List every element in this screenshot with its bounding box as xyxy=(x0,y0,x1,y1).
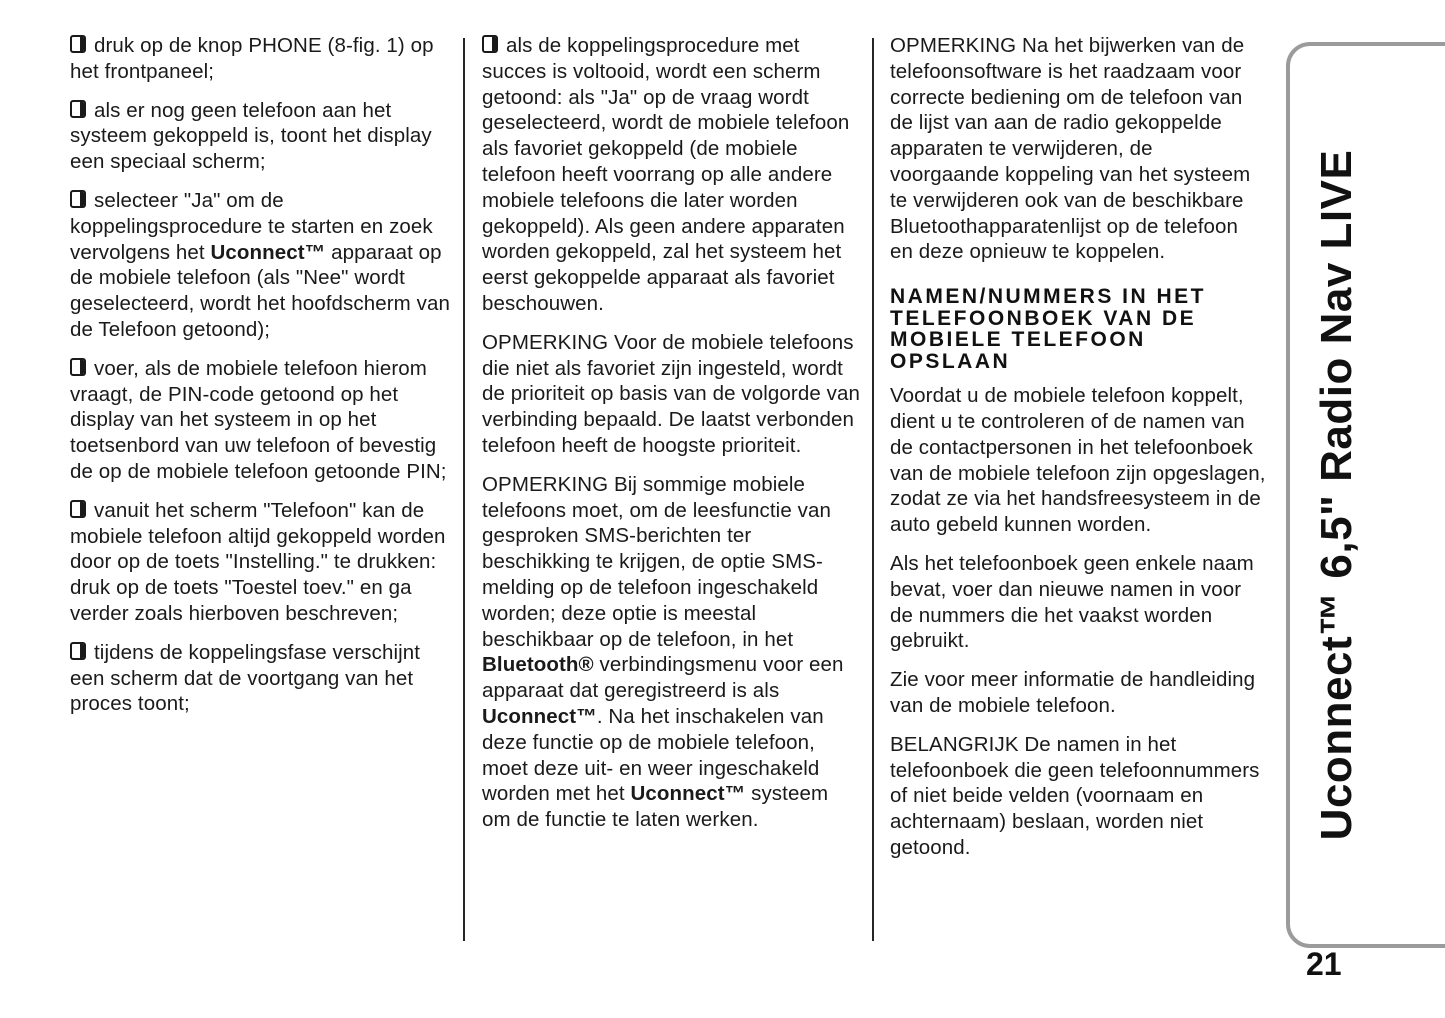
chapter-tab xyxy=(1286,42,1445,948)
text-segment: vanuit het scherm "Telefoon" kan de mobiele telefoon altijd gekoppeld worden door op de toets "Instelling." te drukken: druk op de toets "Toestel toev." en ga verder zoals hierboven beschreven; xyxy=(70,498,446,625)
bold-text-segment: Uconnect™ xyxy=(210,240,326,264)
page-number: 21 xyxy=(1306,946,1342,982)
text-column-left xyxy=(70,33,450,730)
paragraph xyxy=(890,33,1266,265)
paragraph xyxy=(482,472,860,833)
text-segment: voer, als de mobiele telefoon hierom vraagt, de PIN-code getoond op het display van het systeem in op het toetsenbord van uw telefoon of bevestig de op de mobiele telefoon getoonde PIN; xyxy=(70,356,447,483)
bullet-item xyxy=(70,356,450,485)
bold-text-segment: Bluetooth® xyxy=(482,653,594,677)
bullet-item xyxy=(70,33,450,85)
text-segment: systeem om de functie te laten werken. xyxy=(482,782,829,832)
bullet-item xyxy=(482,33,860,317)
square-bullet-icon xyxy=(70,642,86,660)
paragraph xyxy=(890,383,1266,538)
square-bullet-icon xyxy=(70,35,86,53)
text-segment: Voordat u de mobiele telefoon koppelt, dient u te controleren of de namen van de contactpersonen in het telefoonboek van de mobiele telefoon zijn opgeslagen, zodat ze via het handsfreesysteem in de auto gebeld kunnen worden. xyxy=(890,384,1266,537)
text-segment: BELANGRIJK De namen in het telefoonboek die geen telefoonnummers of niet beide velden (voornaam en achternaam) beslaan, worden niet getoond. xyxy=(890,732,1260,859)
bullet-item xyxy=(70,188,450,343)
square-bullet-icon xyxy=(70,100,86,118)
text-segment: als de koppelingsprocedure met succes is voltooid, wordt een scherm getoond: als "Ja" op de vraag wordt geselecteerd, wordt de mobiele telefoon als favoriet gekoppeld (de mobiele telefoon heeft voorrang op alle andere mobiele telefoons die later worden gekoppeld). Als geen andere apparaten worden gekoppeld, zal het systeem het eerst gekoppelde apparaat als favoriet beschouwen. xyxy=(482,34,850,315)
bullet-item xyxy=(70,98,450,175)
text-segment: NAMEN/NUMMERS IN HET TELEFOONBOEK VAN DE MOBIELE TELEFOON OPSLAAN xyxy=(890,285,1206,373)
text-column-right xyxy=(890,33,1266,874)
square-bullet-icon xyxy=(70,190,86,208)
text-column-middle xyxy=(482,33,860,846)
square-bullet-icon xyxy=(70,358,86,376)
text-segment: OPMERKING Na het bijwerken van de telefoonsoftware is het raadzaam voor correcte bediening om de telefoon van de lijst van aan de radio gekoppelde apparaten te verwijderen, de voorgaande koppeling van het systeem te verwijderen ook van de beschikbare Bluetoothapparatenlijst op de telefoon en deze opnieuw te koppelen. xyxy=(890,34,1251,264)
bold-text-segment: Uconnect™ xyxy=(482,704,597,728)
paragraph xyxy=(482,330,860,459)
column-separator-2 xyxy=(872,38,874,941)
paragraph xyxy=(890,732,1266,861)
paragraph xyxy=(890,551,1266,654)
text-segment: OPMERKING Bij sommige mobiele telefoons moet, om de leesfunctie van gesproken SMS-berichten ter beschikking te krijgen, de optie SMS-melding op de telefoon ingeschakeld worden; deze optie is meestal beschikbaar op de telefoon, in het xyxy=(482,472,831,651)
text-segment: OPMERKING Voor de mobiele telefoons die niet als favoriet zijn ingesteld, wordt de prioriteit op basis van de volgorde van verbinding bepaald. De laatst verbonden telefoon heeft de hoogste prioriteit. xyxy=(482,330,860,457)
bullet-item xyxy=(70,498,450,627)
text-segment: Zie voor meer informatie de handleiding van de mobiele telefoon. xyxy=(890,668,1256,717)
text-segment: selecteer "Ja" om de koppelingsprocedure te starten en zoek vervolgens het xyxy=(70,188,433,264)
text-segment: verbindingsmenu voor een apparaat dat geregistreerd is als xyxy=(482,653,844,703)
text-segment: tijdens de koppelingsfase verschijnt een scherm dat de voortgang van het proces toont; xyxy=(70,640,421,716)
column-separator-1 xyxy=(463,38,465,941)
text-segment: druk op de knop PHONE (8-fig. 1) op het frontpaneel; xyxy=(70,34,434,83)
square-bullet-icon xyxy=(70,500,86,518)
text-segment: als er nog geen telefoon aan het systeem gekoppeld is, toont het display een speciaal scherm; xyxy=(70,98,432,174)
square-bullet-icon xyxy=(482,35,498,53)
bullet-item xyxy=(70,640,450,717)
paragraph xyxy=(890,667,1266,719)
bold-text-segment: Uconnect™ xyxy=(630,782,746,806)
text-segment: apparaat op de mobiele telefoon (als "Nee" wordt geselecteerd, wordt het hoofdscherm van de Telefoon getoond); xyxy=(70,240,450,341)
text-segment: Als het telefoonboek geen enkele naam bevat, voer dan nieuwe namen in voor de nummers die het vaakst worden gebruikt. xyxy=(890,551,1254,653)
section-heading xyxy=(890,286,1222,372)
text-segment: . Na het inschakelen van deze functie op de mobiele telefoon, moet deze uit- en weer ingeschakeld worden met het xyxy=(482,704,824,806)
chapter-tab-title: Uconnect™ 6,5" Radio Nav LIVE xyxy=(1312,149,1361,841)
